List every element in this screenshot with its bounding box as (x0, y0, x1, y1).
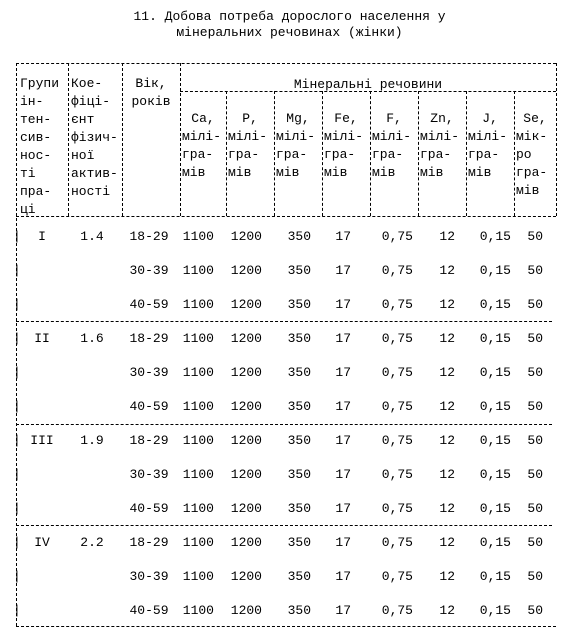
row-p: 1200 (230, 433, 262, 448)
row-coef: 1.6 (80, 331, 104, 346)
row-mg: 350 (287, 603, 311, 618)
header-mineral-2-line: Mg, (286, 111, 310, 126)
row-left-bar: | (13, 501, 21, 516)
row-ca: 1100 (182, 433, 214, 448)
row-f: 0,75 (381, 433, 413, 448)
row-group: I (38, 229, 46, 244)
row-age: 40-59 (129, 501, 169, 516)
row-se: 50 (527, 399, 543, 414)
header-mineral-3-line: Fe, (334, 111, 358, 126)
header-group-line: нос- (20, 148, 52, 163)
row-ca: 1100 (182, 535, 214, 550)
row-fe: 17 (335, 365, 351, 380)
row-ca: 1100 (182, 297, 214, 312)
row-age: 18-29 (129, 331, 169, 346)
row-fe: 17 (335, 569, 351, 584)
row-fe: 17 (335, 535, 351, 550)
header-mineral-3-line: гра- (324, 147, 356, 162)
header-minerals-title: Мінеральні речовини (293, 77, 443, 92)
row-fe: 17 (335, 331, 351, 346)
row-mg: 350 (287, 535, 311, 550)
header-mineral-0-line: мів (182, 165, 206, 180)
table-right-border (556, 63, 557, 216)
row-se: 50 (527, 229, 543, 244)
mineral-subcolumn-border-2 (322, 91, 323, 216)
header-mineral-5-line: мілі- (420, 129, 460, 144)
age-column-border (122, 63, 123, 216)
row-p: 1200 (230, 331, 262, 346)
row-fe: 17 (335, 263, 351, 278)
row-f: 0,75 (381, 399, 413, 414)
header-coef-line: ності (71, 184, 111, 199)
row-se: 50 (527, 263, 543, 278)
row-mg: 350 (287, 433, 311, 448)
row-se: 50 (527, 297, 543, 312)
mineral-subcolumn-border-0 (226, 91, 227, 216)
row-age: 18-29 (129, 433, 169, 448)
row-left-bar: | (13, 535, 21, 550)
row-left-bar: | (13, 331, 21, 346)
row-p: 1200 (230, 399, 262, 414)
row-se: 50 (527, 331, 543, 346)
row-ca: 1100 (182, 569, 214, 584)
header-mineral-3-line: мілі- (324, 129, 364, 144)
group-separator-2 (16, 424, 552, 425)
mineral-subcolumn-border-6 (514, 91, 515, 216)
row-p: 1200 (230, 297, 262, 312)
row-se: 50 (527, 501, 543, 516)
header-bottom-rule (16, 216, 556, 217)
row-j: 0,15 (479, 569, 511, 584)
header-group-line: тен- (20, 112, 52, 127)
row-se: 50 (527, 433, 543, 448)
header-mineral-7-line: Se, (523, 111, 547, 126)
row-mg: 350 (287, 501, 311, 516)
row-ca: 1100 (182, 467, 214, 482)
row-left-bar: | (13, 365, 21, 380)
row-j: 0,15 (479, 535, 511, 550)
header-mineral-7-line: гра- (516, 165, 548, 180)
header-mineral-0-line: Ca, (191, 111, 215, 126)
row-zn: 12 (439, 535, 455, 550)
row-j: 0,15 (479, 399, 511, 414)
row-age: 30-39 (129, 263, 169, 278)
row-ca: 1100 (182, 501, 214, 516)
row-mg: 350 (287, 263, 311, 278)
header-mineral-2-line: гра- (276, 147, 308, 162)
header-coef-line: єнт (71, 112, 95, 127)
row-zn: 12 (439, 229, 455, 244)
header-mineral-7-line: мів (516, 183, 540, 198)
row-p: 1200 (230, 603, 262, 618)
row-j: 0,15 (479, 433, 511, 448)
row-left-bar: | (13, 229, 21, 244)
page-title: 11. Добова потреба дорослого населення у (133, 9, 446, 24)
row-fe: 17 (335, 433, 351, 448)
header-mineral-0-line: мілі- (182, 129, 222, 144)
header-group-line: ці (20, 202, 36, 217)
row-j: 0,15 (479, 501, 511, 516)
row-se: 50 (527, 365, 543, 380)
header-age-line: Вік, (135, 76, 167, 91)
row-j: 0,15 (479, 603, 511, 618)
row-p: 1200 (230, 467, 262, 482)
header-mineral-6-line: мілі- (468, 129, 508, 144)
header-mineral-2-line: мілі- (276, 129, 316, 144)
row-f: 0,75 (381, 569, 413, 584)
header-mineral-6-line: J, (482, 111, 498, 126)
header-mineral-7-line: мік- (516, 129, 548, 144)
row-fe: 17 (335, 501, 351, 516)
row-f: 0,75 (381, 467, 413, 482)
row-age: 40-59 (129, 603, 169, 618)
row-age: 40-59 (129, 297, 169, 312)
row-age: 40-59 (129, 399, 169, 414)
header-mineral-5-line: Zn, (430, 111, 454, 126)
row-fe: 17 (335, 229, 351, 244)
row-zn: 12 (439, 603, 455, 618)
row-age: 30-39 (129, 365, 169, 380)
row-ca: 1100 (182, 399, 214, 414)
row-f: 0,75 (381, 263, 413, 278)
header-mineral-4-line: гра- (372, 147, 404, 162)
row-left-bar: | (13, 603, 21, 618)
row-p: 1200 (230, 229, 262, 244)
row-p: 1200 (230, 569, 262, 584)
row-p: 1200 (230, 263, 262, 278)
row-zn: 12 (439, 569, 455, 584)
header-group-line: сив- (20, 130, 52, 145)
row-coef: 1.4 (80, 229, 104, 244)
row-j: 0,15 (479, 229, 511, 244)
row-fe: 17 (335, 297, 351, 312)
coef-column-border (68, 63, 69, 216)
header-mineral-1-line: мілі- (228, 129, 268, 144)
row-f: 0,75 (381, 229, 413, 244)
row-j: 0,15 (479, 365, 511, 380)
group-separator-1 (16, 321, 552, 322)
row-j: 0,15 (479, 331, 511, 346)
row-zn: 12 (439, 433, 455, 448)
row-coef: 1.9 (80, 433, 104, 448)
row-coef: 2.2 (80, 535, 104, 550)
row-zn: 12 (439, 263, 455, 278)
row-left-bar: | (13, 433, 21, 448)
row-fe: 17 (335, 399, 351, 414)
mineral-subcolumn-border-4 (418, 91, 419, 216)
row-se: 50 (527, 569, 543, 584)
row-f: 0,75 (381, 501, 413, 516)
row-mg: 350 (287, 399, 311, 414)
header-age-line: років (131, 94, 171, 109)
row-left-bar: | (13, 297, 21, 312)
row-zn: 12 (439, 399, 455, 414)
row-group: II (34, 331, 50, 346)
row-j: 0,15 (479, 263, 511, 278)
table-bottom-rule (16, 626, 556, 627)
row-group: III (30, 433, 54, 448)
row-se: 50 (527, 603, 543, 618)
header-coef-line: актив- (71, 166, 118, 181)
header-coef-line: ної (71, 148, 95, 163)
mineral-subcolumn-border-5 (466, 91, 467, 216)
row-mg: 350 (287, 365, 311, 380)
row-mg: 350 (287, 229, 311, 244)
header-coef-line: фізич- (71, 130, 118, 145)
header-mineral-0-line: гра- (182, 147, 214, 162)
header-mineral-6-line: мів (468, 165, 492, 180)
row-f: 0,75 (381, 331, 413, 346)
row-se: 50 (527, 467, 543, 482)
mineral-subcolumn-border-3 (370, 91, 371, 216)
row-j: 0,15 (479, 297, 511, 312)
header-group-line: ті (20, 166, 36, 181)
row-p: 1200 (230, 501, 262, 516)
header-group-line: ін- (20, 94, 44, 109)
row-ca: 1100 (182, 331, 214, 346)
header-mineral-2-line: мів (276, 165, 300, 180)
mineral-subcolumn-border-1 (274, 91, 275, 216)
row-mg: 350 (287, 331, 311, 346)
header-mineral-5-line: мів (420, 165, 444, 180)
header-mineral-4-line: мів (372, 165, 396, 180)
header-group-line: Групи (20, 76, 60, 91)
row-f: 0,75 (381, 365, 413, 380)
row-f: 0,75 (381, 535, 413, 550)
header-mineral-4-line: мілі- (372, 129, 412, 144)
header-mineral-3-line: мів (324, 165, 348, 180)
row-age: 18-29 (129, 229, 169, 244)
page-subtitle: мінеральних речовинах (жінки) (176, 25, 403, 40)
group-separator-3 (16, 525, 552, 526)
row-zn: 12 (439, 501, 455, 516)
header-mineral-4-line: F, (386, 111, 402, 126)
row-p: 1200 (230, 535, 262, 550)
row-zn: 12 (439, 297, 455, 312)
row-left-bar: | (13, 263, 21, 278)
row-j: 0,15 (479, 467, 511, 482)
row-age: 30-39 (129, 569, 169, 584)
row-mg: 350 (287, 569, 311, 584)
header-mineral-6-line: гра- (468, 147, 500, 162)
row-fe: 17 (335, 603, 351, 618)
row-ca: 1100 (182, 603, 214, 618)
row-f: 0,75 (381, 297, 413, 312)
row-age: 18-29 (129, 535, 169, 550)
header-mineral-1-line: мів (228, 165, 252, 180)
row-ca: 1100 (182, 229, 214, 244)
header-group-line: пра- (20, 184, 52, 199)
row-fe: 17 (335, 467, 351, 482)
row-p: 1200 (230, 365, 262, 380)
header-mineral-1-line: P, (242, 111, 258, 126)
row-ca: 1100 (182, 263, 214, 278)
row-ca: 1100 (182, 365, 214, 380)
header-mineral-7-line: ро (516, 147, 532, 162)
header-mineral-1-line: гра- (228, 147, 260, 162)
row-se: 50 (527, 535, 543, 550)
header-coef-line: фіці- (71, 94, 111, 109)
row-mg: 350 (287, 467, 311, 482)
row-f: 0,75 (381, 603, 413, 618)
row-mg: 350 (287, 297, 311, 312)
row-zn: 12 (439, 467, 455, 482)
row-left-bar: | (13, 399, 21, 414)
row-group: IV (34, 535, 50, 550)
row-left-bar: | (13, 467, 21, 482)
row-age: 30-39 (129, 467, 169, 482)
row-zn: 12 (439, 331, 455, 346)
row-left-bar: | (13, 569, 21, 584)
table-top-rule (16, 63, 556, 64)
header-coef-line: Кое- (71, 76, 103, 91)
header-mineral-5-line: гра- (420, 147, 452, 162)
row-zn: 12 (439, 365, 455, 380)
